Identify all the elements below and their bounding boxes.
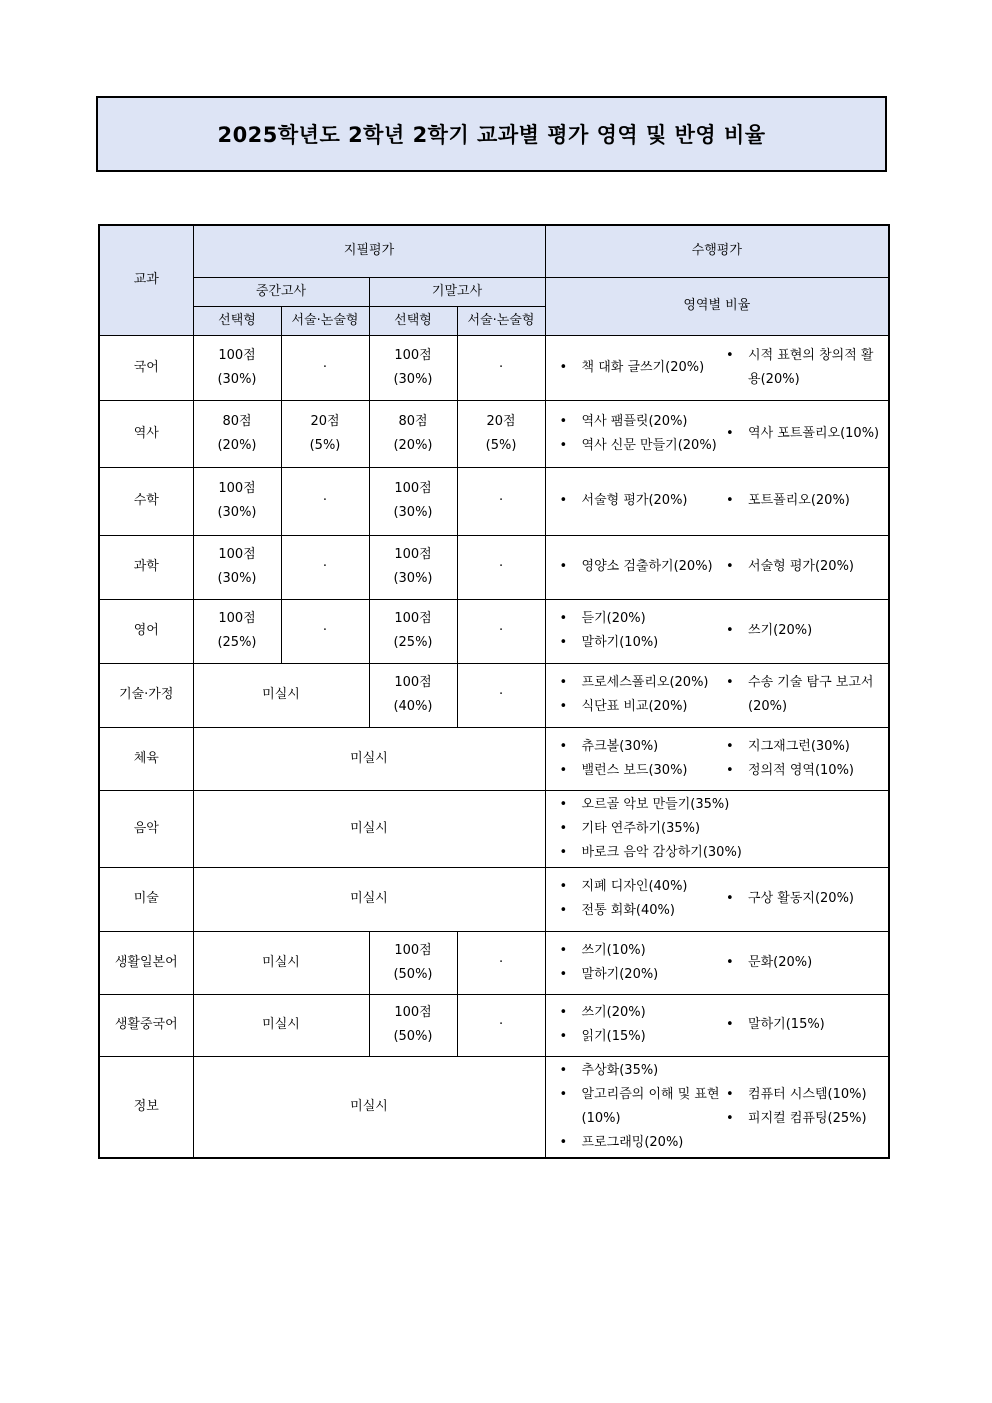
perf-right (724, 887, 882, 911)
perf-grid (558, 1059, 883, 1155)
ratio-item: • 말하기(10%) (558, 631, 725, 655)
score-text: (30%) (393, 371, 433, 387)
ratio-item: • 바로크 음악 감상하기(30%) (558, 841, 883, 865)
ratio-item: • 오르골 악보 만들기(35%) (558, 793, 883, 817)
ratio-list (558, 555, 725, 579)
ratio-list (724, 489, 882, 513)
fin-choice-cell (369, 599, 457, 663)
mid-essay-cell (281, 467, 369, 535)
mid-choice-cell (193, 467, 281, 535)
ratio-item: • 말하기(15%) (724, 1013, 882, 1037)
perf-left (558, 410, 725, 458)
fin-essay-cell (457, 994, 545, 1056)
header-midterm: 중간고사 (193, 277, 369, 306)
header-mid-essay: 서술·논술형 (281, 306, 369, 335)
ratio-item: • 츄크볼(30%) (558, 735, 725, 759)
score-text: 20점 (486, 413, 516, 429)
ratio-item: • 쓰기(20%) (724, 619, 882, 643)
ratio-item: • 책 대화 글쓰기(20%) (558, 356, 725, 380)
subject-cell: 과학 (99, 535, 193, 599)
not-conducted-cell: 미실시 (193, 867, 545, 931)
perf-left (558, 607, 725, 655)
perf-grid (558, 875, 883, 923)
fin-choice-cell (369, 335, 457, 400)
performance-cell (545, 790, 889, 867)
mid-essay-cell (281, 599, 369, 663)
fin-choice-cell (369, 400, 457, 467)
mid-essay-cell (281, 535, 369, 599)
fin-choice-cell (369, 994, 457, 1056)
ratio-list (558, 607, 725, 655)
perf-right (724, 1013, 882, 1037)
performance-cell (545, 931, 889, 994)
perf-right (724, 489, 882, 513)
mid-choice-cell (193, 335, 281, 400)
ratio-list (724, 951, 882, 975)
score-text: 100점 (394, 675, 432, 690)
table-row (99, 467, 889, 535)
score-text: (30%) (217, 505, 257, 520)
fin-essay-cell (457, 599, 545, 663)
score-text: 100점 (394, 611, 432, 626)
perf-left (558, 939, 725, 987)
ratio-item: • 컴퓨터 시스템(10%) (724, 1083, 882, 1107)
subject-cell: 국어 (99, 335, 193, 400)
mid-essay-cell (281, 335, 369, 400)
ratio-item: • 피지컬 컴퓨팅(25%) (724, 1107, 882, 1131)
subject-cell: 수학 (99, 467, 193, 535)
score-text: 80점 (222, 413, 252, 429)
table-row (99, 535, 889, 599)
evaluation-table (98, 224, 890, 1159)
not-conducted-cell: 미실시 (193, 790, 545, 867)
perf-right (724, 555, 882, 579)
perf-left (558, 489, 725, 513)
not-conducted-cell: 미실시 (193, 994, 369, 1056)
ratio-list (558, 489, 725, 513)
ratio-list (724, 671, 882, 719)
ratio-item: • 프로그래밍(20%) (558, 1131, 725, 1155)
score-text: · (322, 359, 328, 375)
mid-choice-cell (193, 400, 281, 467)
fin-essay-cell (457, 467, 545, 535)
score-text: (50%) (393, 1029, 433, 1044)
header-subject: 교과 (99, 225, 193, 335)
score-text: · (498, 687, 504, 702)
ratio-item: • 포트폴리오(20%) (724, 489, 882, 513)
table-row (99, 727, 889, 790)
perf-grid (558, 793, 883, 865)
table-row (99, 663, 889, 727)
ratio-item: • 추상화(35%) (558, 1059, 725, 1083)
perf-grid (558, 410, 883, 458)
ratio-item: • 시적 표현의 창의적 활용(20%) (724, 344, 882, 392)
table-row (99, 599, 889, 663)
fin-choice-cell (369, 931, 457, 994)
perf-left (558, 671, 725, 719)
score-text: (40%) (393, 699, 433, 714)
ratio-item: • 역사 신문 만들기(20%) (558, 434, 725, 458)
ratio-list (724, 344, 882, 392)
header-ratio: 영역별 비율 (545, 277, 889, 335)
subject-cell: 생활중국어 (99, 994, 193, 1056)
fin-essay-cell (457, 663, 545, 727)
ratio-list (558, 356, 725, 380)
perf-left (558, 735, 725, 783)
header-final: 기말고사 (369, 277, 545, 306)
score-text: (20%) (217, 437, 257, 453)
table-row (99, 867, 889, 931)
subject-cell: 역사 (99, 400, 193, 467)
ratio-item: • 읽기(15%) (558, 1025, 725, 1049)
ratio-list (724, 422, 882, 446)
score-text: 100점 (218, 611, 256, 626)
ratio-item: • 듣기(20%) (558, 607, 725, 631)
ratio-list (724, 1013, 882, 1037)
ratio-item: • 서술형 평가(20%) (558, 489, 725, 513)
perf-left (558, 555, 725, 579)
ratio-item: • 역사 포트폴리오(10%) (724, 422, 882, 446)
table-row (99, 335, 889, 400)
fin-choice-cell (369, 535, 457, 599)
performance-cell (545, 599, 889, 663)
subject-cell: 체육 (99, 727, 193, 790)
score-text: 20점 (310, 413, 340, 429)
score-text: (5%) (309, 437, 341, 453)
score-text: · (498, 623, 504, 638)
table-row (99, 790, 889, 867)
not-conducted-cell: 미실시 (193, 727, 545, 790)
header-fin-essay: 서술·논술형 (457, 306, 545, 335)
header-written: 지필평가 (193, 225, 545, 277)
ratio-item: • 수송 기술 탐구 보고서 (20%) (724, 671, 882, 719)
score-text: · (498, 954, 504, 970)
header-fin-choice: 선택형 (369, 306, 457, 335)
score-text: (30%) (393, 571, 433, 586)
ratio-item: • 기타 연주하기(35%) (558, 817, 883, 841)
score-text: · (322, 623, 328, 638)
ratio-list (724, 735, 882, 783)
ratio-item: • 밸런스 보드(30%) (558, 759, 725, 783)
not-conducted-cell: 미실시 (193, 663, 369, 727)
ratio-list (558, 939, 725, 987)
score-text: (25%) (393, 635, 433, 650)
perf-grid (558, 1001, 883, 1049)
score-text: 100점 (394, 1005, 432, 1020)
perf-grid (558, 939, 883, 987)
perf-grid (558, 671, 883, 719)
not-conducted-cell: 미실시 (193, 931, 369, 994)
fin-choice-cell (369, 467, 457, 535)
score-text: · (498, 359, 504, 375)
ratio-list (558, 1001, 725, 1049)
ratio-list (724, 887, 882, 911)
subject-cell: 기술·가정 (99, 663, 193, 727)
ratio-item: • 문화(20%) (724, 951, 882, 975)
score-text: · (498, 1017, 504, 1032)
perf-right (724, 671, 882, 719)
perf-grid (558, 344, 883, 392)
perf-grid (558, 735, 883, 783)
ratio-item: • 식단표 비교(20%) (558, 695, 725, 719)
score-text: 100점 (218, 547, 256, 562)
perf-right (724, 344, 882, 392)
perf-left (558, 875, 725, 923)
ratio-item: • 알고리즘의 이해 및 표현(10%) (558, 1083, 725, 1131)
header-performance: 수행평가 (545, 225, 889, 277)
subject-cell: 생활일본어 (99, 931, 193, 994)
ratio-list (558, 735, 725, 783)
performance-cell (545, 535, 889, 599)
ratio-item: • 역사 팸플릿(20%) (558, 410, 725, 434)
fin-essay-cell (457, 931, 545, 994)
score-text: (5%) (485, 437, 517, 453)
performance-cell (545, 663, 889, 727)
score-text: (20%) (393, 437, 433, 453)
table-row (99, 1056, 889, 1158)
performance-cell (545, 467, 889, 535)
score-text: 100점 (394, 347, 432, 363)
performance-cell (545, 400, 889, 467)
ratio-item: • 지그재그런(30%) (724, 735, 882, 759)
score-text: 100점 (394, 481, 432, 496)
ratio-item: • 전통 회화(40%) (558, 899, 725, 923)
fin-essay-cell (457, 400, 545, 467)
performance-cell (545, 335, 889, 400)
perf-right (724, 951, 882, 975)
perf-grid (558, 489, 883, 513)
score-text: (30%) (217, 371, 257, 387)
page-title: 2025학년도 2학년 2학기 교과별 평가 영역 및 반영 비율 (96, 96, 887, 172)
score-text: (25%) (217, 635, 257, 650)
ratio-item: • 쓰기(20%) (558, 1001, 725, 1025)
score-text: 100점 (394, 942, 432, 958)
perf-right (724, 422, 882, 446)
subject-cell: 미술 (99, 867, 193, 931)
fin-essay-cell (457, 535, 545, 599)
score-text: 100점 (218, 481, 256, 496)
score-text: 100점 (218, 347, 256, 363)
perf-grid (558, 607, 883, 655)
ratio-item: • 지폐 디자인(40%) (558, 875, 725, 899)
performance-cell (545, 1056, 889, 1158)
header-mid-choice: 선택형 (193, 306, 281, 335)
ratio-list (558, 793, 883, 865)
score-text: 80점 (398, 413, 428, 429)
score-text: (30%) (393, 505, 433, 520)
fin-choice-cell (369, 663, 457, 727)
not-conducted-cell: 미실시 (193, 1056, 545, 1158)
subject-cell: 영어 (99, 599, 193, 663)
performance-cell (545, 994, 889, 1056)
ratio-list (558, 671, 725, 719)
table-row (99, 994, 889, 1056)
table-row (99, 931, 889, 994)
perf-right (724, 735, 882, 783)
perf-left (558, 1059, 725, 1155)
score-text: 100점 (394, 547, 432, 562)
ratio-item: • 영양소 검출하기(20%) (558, 555, 725, 579)
perf-right (724, 1083, 882, 1131)
perf-grid (558, 555, 883, 579)
ratio-item: • 프로세스폴리오(20%) (558, 671, 725, 695)
ratio-list (724, 1083, 882, 1131)
ratio-item: • 구상 활동지(20%) (724, 887, 882, 911)
score-text: · (322, 493, 328, 508)
fin-essay-cell (457, 335, 545, 400)
perf-left (558, 793, 883, 865)
score-text: (50%) (393, 966, 433, 982)
subject-cell: 정보 (99, 1056, 193, 1158)
perf-left (558, 356, 725, 380)
ratio-item: • 서술형 평가(20%) (724, 555, 882, 579)
score-text: · (498, 493, 504, 508)
score-text: (30%) (217, 571, 257, 586)
table-row (99, 400, 889, 467)
ratio-list (558, 1059, 725, 1155)
mid-choice-cell (193, 599, 281, 663)
score-text: · (322, 559, 328, 574)
ratio-item: • 쓰기(10%) (558, 939, 725, 963)
mid-essay-cell (281, 400, 369, 467)
performance-cell (545, 727, 889, 790)
score-text: · (498, 559, 504, 574)
ratio-item: • 말하기(20%) (558, 963, 725, 987)
ratio-item: • 정의적 영역(10%) (724, 759, 882, 783)
perf-right (724, 619, 882, 643)
ratio-list (724, 555, 882, 579)
ratio-list (724, 619, 882, 643)
perf-left (558, 1001, 725, 1049)
mid-choice-cell (193, 535, 281, 599)
subject-cell: 음악 (99, 790, 193, 867)
ratio-list (558, 875, 725, 923)
performance-cell (545, 867, 889, 931)
ratio-list (558, 410, 725, 458)
